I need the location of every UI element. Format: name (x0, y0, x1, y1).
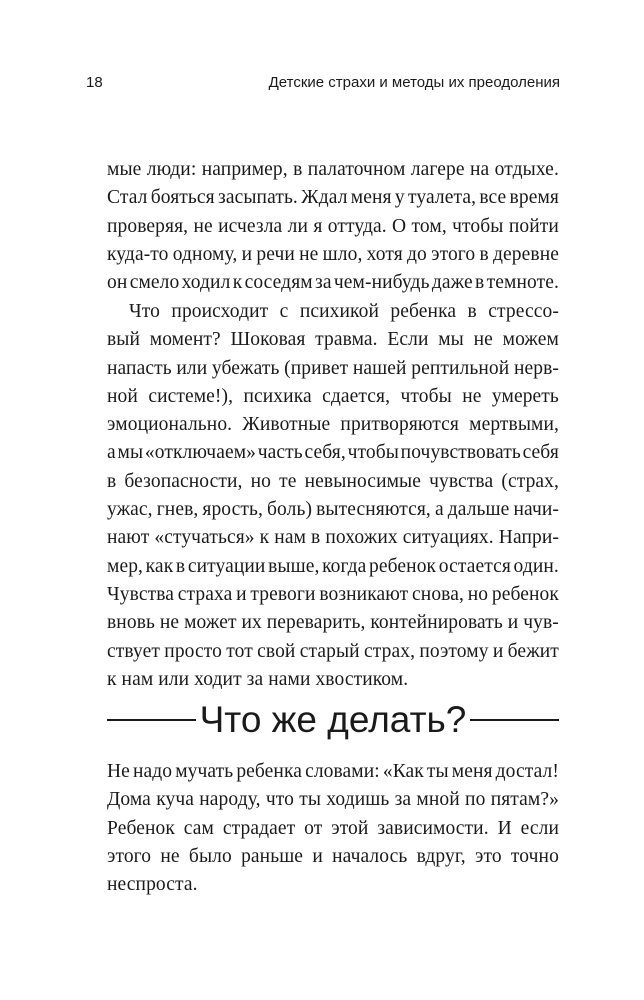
word: один. (513, 555, 559, 577)
paragraph-1 (107, 156, 559, 297)
word: можем (502, 329, 559, 351)
word: (привет (284, 357, 349, 379)
word: соседям (244, 272, 313, 294)
text-line: к нам или ходит за нами хвостиком. (107, 668, 409, 690)
word: почувствовать (400, 442, 521, 464)
word: народу, (199, 789, 261, 811)
word: мной (416, 789, 460, 811)
word: «Как (382, 761, 424, 782)
word: Что (129, 301, 160, 322)
word: достал! (495, 761, 559, 782)
word: пятам?» (490, 789, 559, 811)
word: не (193, 215, 213, 237)
word: рептильной (411, 357, 510, 379)
word: деревне (493, 243, 559, 265)
word: этого (431, 243, 476, 265)
word: оттуда. (327, 215, 387, 237)
word: невыносимые (304, 470, 421, 492)
word: Животные (242, 414, 331, 436)
word: в (311, 527, 321, 549)
word: ужас, (107, 499, 153, 521)
word: точно (510, 845, 559, 867)
text-line (107, 411, 559, 439)
word: чтобы (400, 385, 452, 407)
heading-rule-left (107, 719, 196, 721)
word: до (407, 243, 427, 265)
text-line (107, 355, 559, 383)
word: Если (387, 329, 429, 351)
word: раньше (241, 845, 304, 867)
word: пойти (508, 215, 559, 237)
word: старый (299, 640, 360, 662)
word: умереть (491, 385, 559, 407)
word: те (279, 470, 297, 492)
word: лагере (410, 159, 465, 180)
word: (страх, (501, 470, 559, 492)
word: это (475, 845, 502, 867)
word: в (479, 243, 489, 265)
word: ствует (107, 640, 160, 662)
word: напасть (107, 357, 172, 379)
word: хотя (366, 243, 403, 265)
word: но (467, 583, 489, 605)
word: просто (164, 640, 222, 662)
text-line (107, 241, 559, 269)
word: палаточном (307, 159, 406, 180)
word: сдается, (322, 385, 391, 407)
page-number: 18 (86, 74, 103, 91)
text-line (107, 298, 559, 326)
word: этой (331, 817, 369, 839)
word: за (394, 789, 412, 811)
text-line (107, 213, 559, 241)
text-line: неспроста. (107, 874, 198, 896)
text-line (107, 553, 559, 581)
word: люди: (146, 159, 197, 180)
word: все (479, 187, 507, 209)
word: к (232, 272, 243, 294)
word: по (465, 789, 486, 811)
word: переварить, (266, 612, 366, 634)
word: он (107, 272, 128, 294)
word: ты (426, 761, 449, 782)
word: темноте. (486, 272, 559, 294)
word: «стучаться» (154, 527, 255, 549)
word: дальше (447, 499, 510, 521)
word: не (159, 612, 180, 634)
word: куда-то (107, 243, 169, 265)
word: например, (201, 159, 288, 180)
word: ли (287, 215, 309, 237)
word: ты (299, 789, 322, 811)
word: словами: (305, 761, 380, 782)
word: исчезла (218, 215, 283, 237)
word: мы (438, 329, 464, 351)
word: не (473, 329, 493, 351)
word: даже (431, 272, 473, 294)
word: ярость, (202, 499, 263, 521)
word: эмоционально. (107, 414, 233, 436)
word: Чувства (107, 583, 174, 605)
word: Шоковая (230, 329, 306, 351)
word: психикой (299, 301, 380, 322)
word: или (176, 357, 208, 379)
word: нают (107, 527, 150, 549)
word: безопасности, (124, 470, 243, 492)
word: часть (257, 442, 303, 464)
text-line (107, 269, 559, 297)
word: в (107, 470, 117, 492)
text-line (107, 184, 559, 212)
word: тревоги (250, 583, 316, 605)
word: Стал (107, 187, 148, 209)
text-line (107, 581, 559, 609)
word: может (184, 612, 237, 634)
word: когда (322, 555, 367, 577)
word: чтобы (452, 215, 504, 237)
word: вытесняются, (316, 499, 431, 521)
word: а (434, 499, 444, 521)
word: ребенка (236, 761, 303, 782)
word: возникают (319, 583, 409, 605)
word: Не (107, 761, 130, 782)
word: одному, (172, 243, 238, 265)
text-line (107, 439, 559, 467)
word: мые (107, 159, 142, 180)
word: остается (438, 555, 511, 577)
text-line (107, 758, 559, 786)
word: Напри- (498, 527, 559, 549)
word: И (497, 817, 512, 839)
text-line (107, 383, 559, 411)
word: мы (117, 442, 144, 464)
word: ходишь (326, 789, 390, 811)
word: свой (257, 640, 296, 662)
word: проверяя, (107, 215, 189, 237)
text-line (107, 815, 559, 843)
word: их (241, 612, 262, 634)
word: боль) (267, 499, 313, 521)
word: смело (129, 272, 180, 294)
word: но (250, 470, 272, 492)
word: на (469, 159, 490, 180)
word: я (313, 215, 323, 237)
word: ребенок (491, 583, 559, 605)
word: в (475, 272, 485, 294)
word: меня (451, 761, 493, 782)
text-line (107, 638, 559, 666)
word: происходит (171, 301, 269, 322)
running-title: Детские страхи и методы их преодоления (268, 74, 560, 91)
word: ходил (181, 272, 231, 294)
word: стрессо- (488, 301, 559, 322)
text-line (107, 326, 559, 354)
word: меня (350, 187, 392, 209)
word: выше, (268, 555, 320, 577)
word: нерв- (513, 357, 559, 379)
text-line (107, 156, 559, 184)
word: зависимости. (377, 817, 489, 839)
word: с (279, 301, 289, 322)
word: ситуации (187, 555, 266, 577)
word: этого (107, 845, 152, 867)
word: контейнировать (370, 612, 503, 634)
word: ситуациях. (402, 527, 494, 549)
word: тот (226, 640, 253, 662)
word: за (315, 272, 332, 294)
word: как (145, 555, 174, 577)
section-heading-text: Что же делать? (199, 699, 467, 740)
word: О (392, 215, 407, 237)
text-line (107, 524, 559, 552)
word: засыпать. (218, 187, 298, 209)
text-line (107, 843, 559, 871)
word: речи (256, 243, 295, 265)
word: момент? (149, 329, 221, 351)
text-line (107, 609, 559, 637)
word: надо (132, 761, 173, 782)
word: нашей (352, 357, 407, 379)
word: убежать (211, 357, 280, 379)
word: и (236, 583, 247, 605)
word: мер, (107, 555, 144, 577)
word: страдает (222, 817, 296, 839)
word: Дома (107, 789, 151, 811)
word: том, (411, 215, 447, 237)
word: у (394, 187, 405, 209)
word: и (507, 612, 519, 634)
word: началось (332, 845, 408, 867)
word: травма. (315, 329, 378, 351)
word: себя (522, 442, 559, 464)
word: отдыхе. (494, 159, 559, 180)
paragraph-3 (107, 758, 559, 899)
word: не (160, 845, 180, 867)
word: бояться (150, 187, 215, 209)
word: было (188, 845, 232, 867)
word: страха (177, 583, 233, 605)
word: сам (183, 817, 214, 839)
word: вый (107, 329, 141, 351)
word: системе!), (148, 385, 234, 407)
word: не (299, 243, 319, 265)
word: в (293, 159, 303, 180)
word: от (304, 817, 323, 839)
paragraph-2 (107, 298, 559, 694)
word: чувства (429, 470, 494, 492)
word: похожих (325, 527, 398, 549)
word: нам (274, 527, 307, 549)
heading-rule-right (470, 719, 559, 721)
word: притворяются (340, 414, 459, 436)
word: время (509, 187, 559, 209)
word: а (107, 442, 116, 464)
word: чув- (523, 612, 559, 634)
word: вновь (107, 612, 155, 634)
word: страх, (364, 640, 416, 662)
word: чтобы (347, 442, 399, 464)
word: в (467, 301, 477, 322)
word: куча (156, 789, 195, 811)
word: если (520, 817, 559, 839)
word: Ждал (301, 187, 348, 209)
word: Ребенок (107, 817, 175, 839)
word: и (241, 243, 253, 265)
word: в (175, 555, 186, 577)
word: вдруг, (416, 845, 466, 867)
word: ребенка (390, 301, 457, 322)
text-line (107, 468, 559, 496)
word: туалета, (408, 187, 477, 209)
word: ребенок (369, 555, 437, 577)
section-heading (107, 692, 559, 748)
word: к (259, 527, 270, 549)
word: гнев, (156, 499, 199, 521)
word: что (265, 789, 294, 811)
word: себя, (304, 442, 346, 464)
word: бежит (507, 640, 559, 662)
word: ной (107, 385, 138, 407)
word: «отключаем» (144, 442, 256, 464)
word: чем-нибудь (333, 272, 430, 294)
word: психика (243, 385, 312, 407)
word: начи- (513, 499, 559, 521)
word: мертвыми, (469, 414, 559, 436)
word: не (462, 385, 482, 407)
word: и (492, 640, 504, 662)
word: шло, (322, 243, 363, 265)
word: мучать (175, 761, 234, 782)
word: снова, (412, 583, 464, 605)
word: поэтому (419, 640, 489, 662)
word: и (312, 845, 323, 867)
text-line (107, 786, 559, 814)
text-line (107, 496, 559, 524)
